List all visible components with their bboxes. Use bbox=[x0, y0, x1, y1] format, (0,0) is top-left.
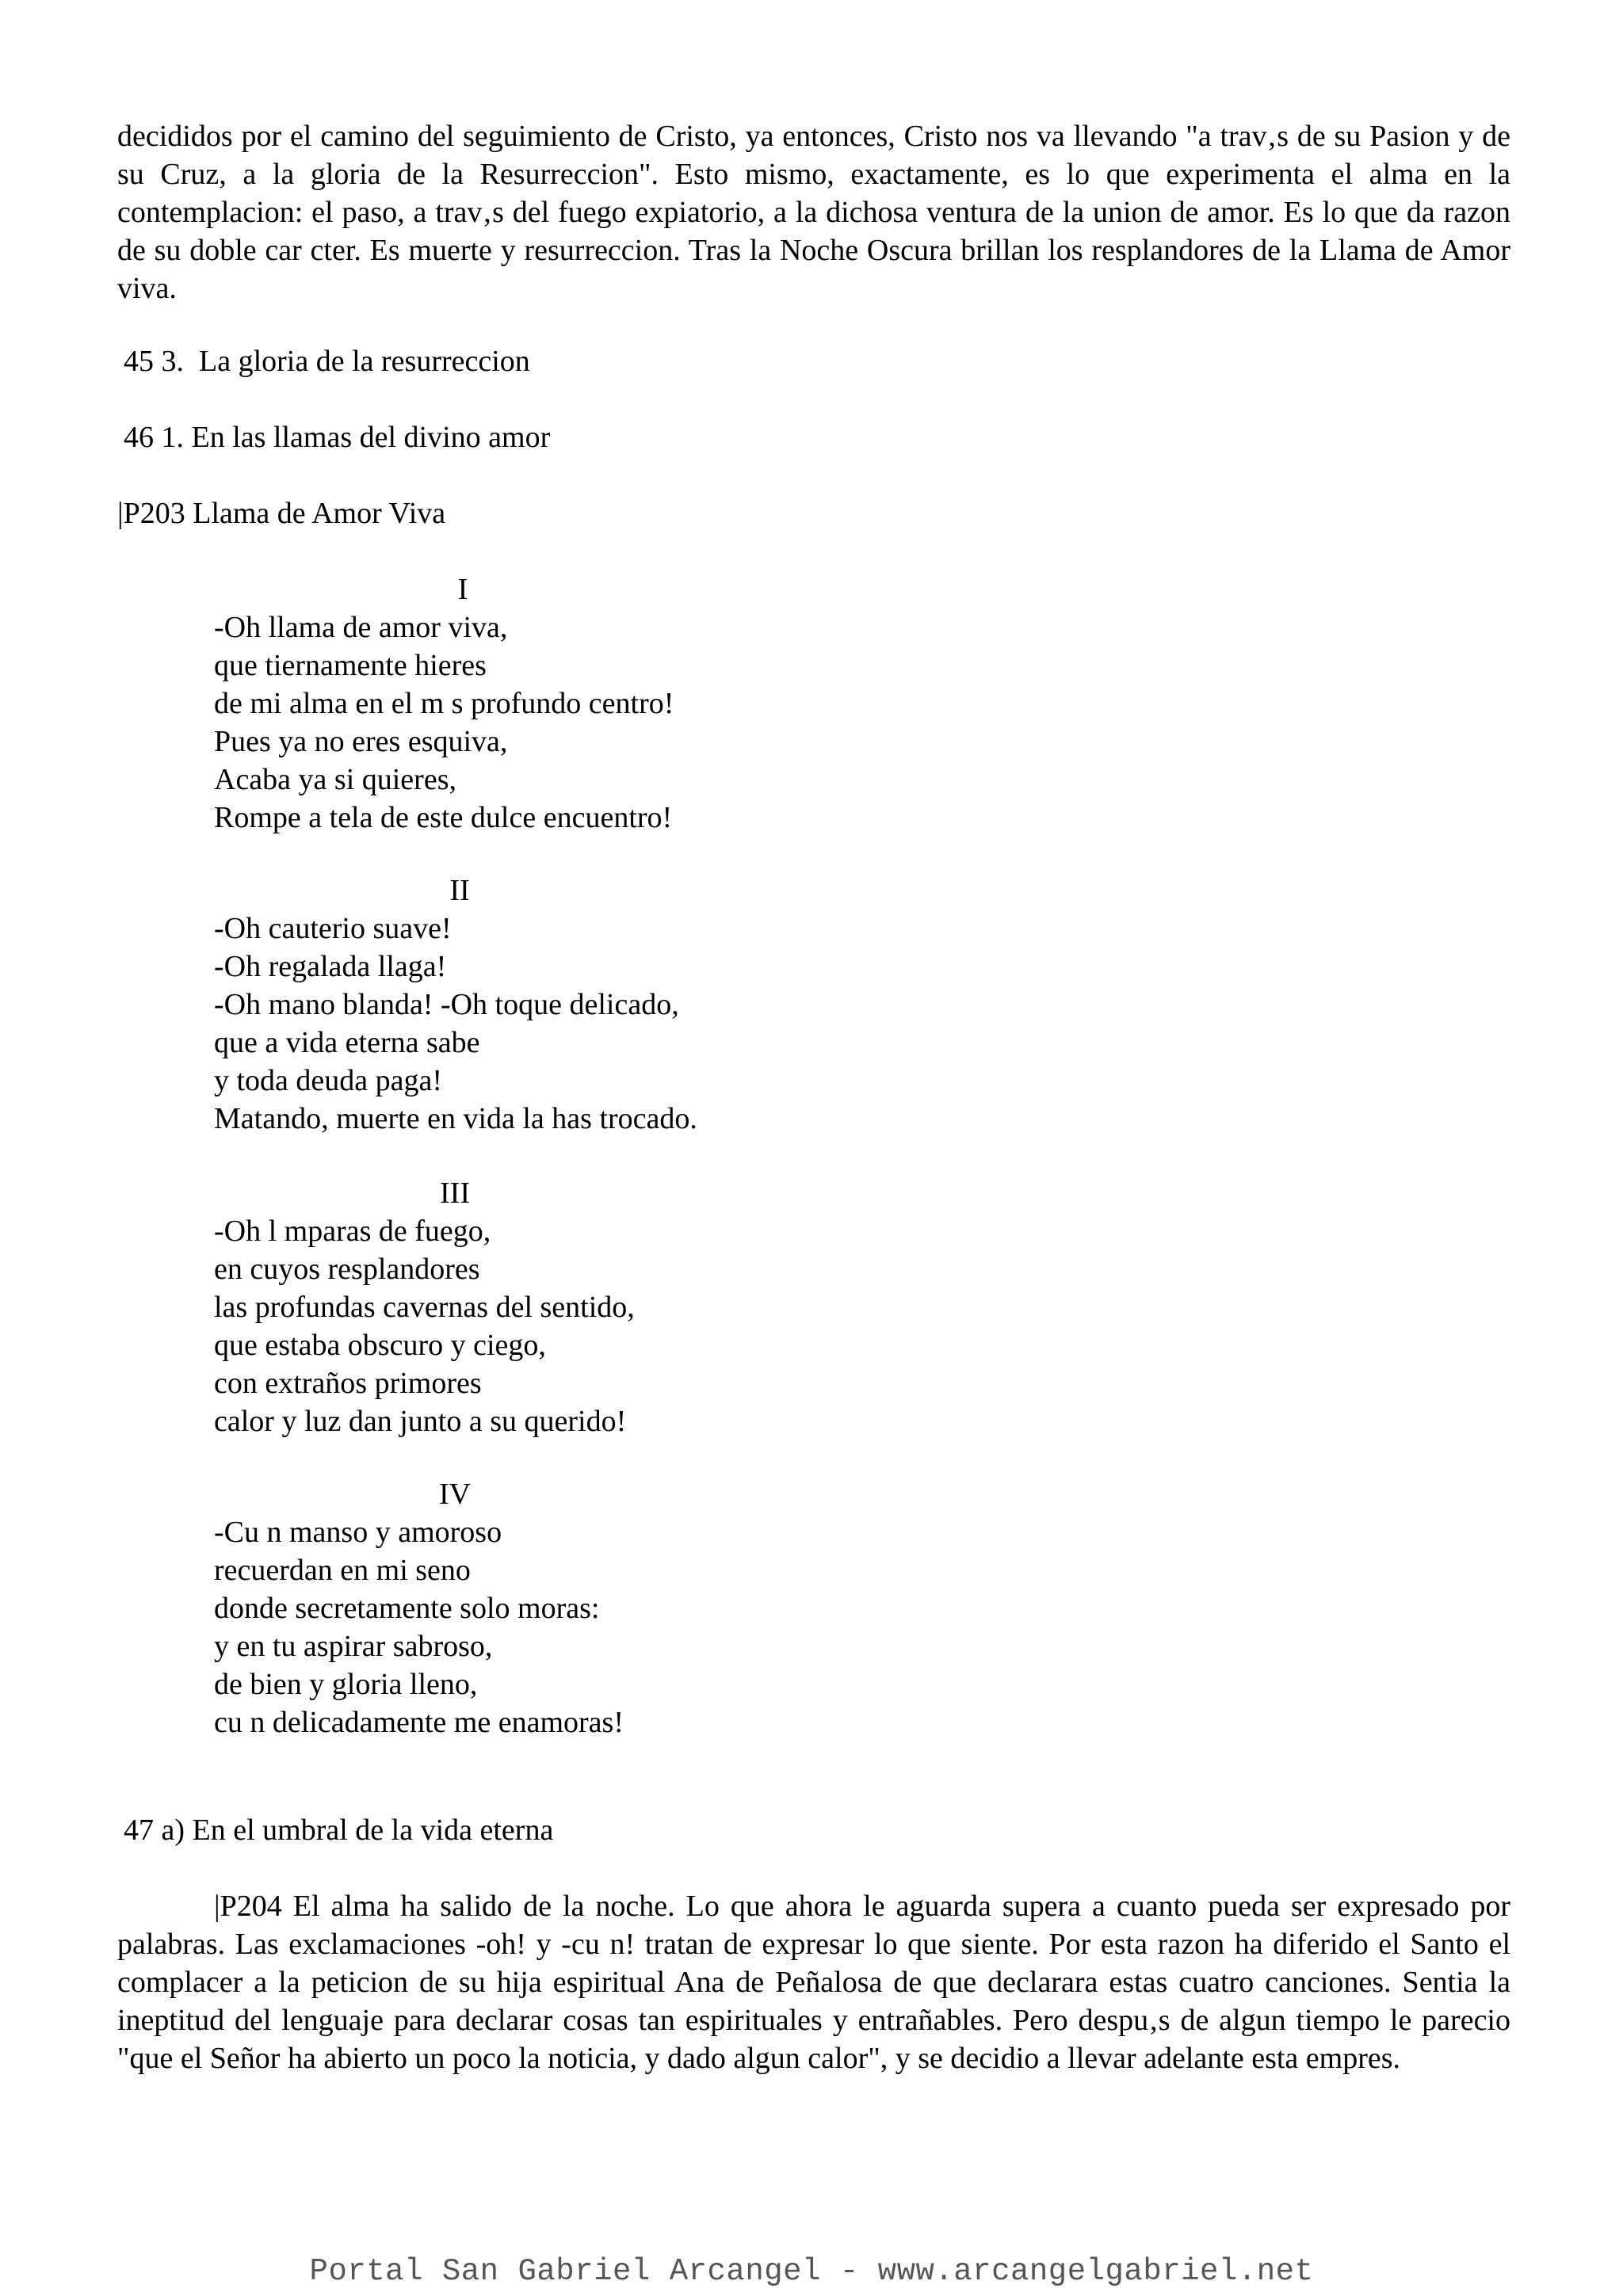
page-footer: Portal San Gabriel Arcangel - www.arcangelgabriel.net bbox=[309, 2254, 1314, 2289]
poem-stanza-2 bbox=[214, 871, 927, 1138]
poem-line: Rompe a tela de este dulce encuentro! bbox=[214, 801, 673, 834]
stanza-numeral: II bbox=[449, 874, 470, 907]
poem-line: -Oh cauterio suave! bbox=[214, 912, 452, 945]
poem-line: de mi alma en el m s profundo centro! bbox=[214, 687, 674, 720]
poem-line: las profundas cavernas del sentido, bbox=[214, 1291, 635, 1324]
poem-line: calor y luz dan junto a su querido! bbox=[214, 1405, 627, 1438]
poem-line: en cuyos resplandores bbox=[214, 1253, 480, 1286]
section-heading-47: 47 a) En el umbral de la vida eterna bbox=[124, 1814, 554, 1847]
section-heading-46: 46 1. En las llamas del divino amor bbox=[124, 421, 551, 454]
poem-line: -Oh llama de amor viva, bbox=[214, 611, 508, 644]
closing-paragraph: |P204 El alma ha salido de la noche. Lo que ahora le aguarda supera a cuanto pueda ser expresado por palabras. Las exclamaciones -oh! y -cu n! tratan de expresar lo que siente. Por esta razon ha diferido el Santo el complacer a la peticion de su hija espiritual Ana de Peñalosa de que declarara estas cuatro canciones. Sentia la ineptitud del lenguaje para declarar cosas tan espirituales y entrañables. Pero despu‚s de algun tiempo le parecio "que el Señor ha abierto un poco la noticia, y dado algun calor", y se decidio a llevar adelante esta empres. bbox=[117, 1890, 1510, 2075]
poem-line: Matando, muerte en vida la has trocado. bbox=[214, 1102, 697, 1135]
poem-title: |P203 Llama de Amor Viva bbox=[117, 497, 446, 530]
poem-line: Acaba ya si quieres, bbox=[214, 763, 456, 796]
poem-line: que tiernamente hieres bbox=[214, 649, 487, 682]
poem-line: -Cu n manso y amoroso bbox=[214, 1516, 502, 1549]
poem-line: que estaba obscuro y ciego, bbox=[214, 1329, 546, 1362]
poem-line: que a vida eterna sabe bbox=[214, 1026, 480, 1059]
poem-stanza-3 bbox=[214, 1174, 927, 1440]
poem-line: -Oh regalada llaga! bbox=[214, 950, 447, 983]
poem-line: cu n delicadamente me enamoras! bbox=[214, 1706, 624, 1739]
poem-line: y en tu aspirar sabroso, bbox=[214, 1630, 493, 1663]
poem-stanza-1 bbox=[214, 570, 927, 837]
poem-line: donde secretamente solo moras: bbox=[214, 1592, 600, 1625]
poem-stanza-4 bbox=[214, 1475, 927, 1741]
stanza-numeral: IV bbox=[438, 1478, 472, 1511]
opening-paragraph: decididos por el camino del seguimiento de Cristo, ya entonces, Cristo nos va llevando "a trav‚s de su Pasion y de su Cruz, a la gloria de la Resurreccion". Esto mismo, exactamente, es lo que experimenta el alma en la contemplacion: el paso, a trav‚s del fuego expiatorio, a la dichosa ventura de la union de amor. Es lo que da razon de su doble car cter. Es muerte y resurreccion. Tras la Noche Oscura brillan los resplandores de la Llama de Amor viva. bbox=[117, 120, 1510, 305]
poem-line: recuerdan en mi seno bbox=[214, 1554, 471, 1587]
poem-line: -Oh l mparas de fuego, bbox=[214, 1215, 491, 1248]
section-heading-45: 45 3. La gloria de la resurreccion bbox=[124, 345, 530, 378]
poem-line: Pues ya no eres esquiva, bbox=[214, 725, 508, 758]
stanza-numeral: III bbox=[440, 1177, 470, 1210]
stanza-numeral: I bbox=[457, 573, 468, 606]
poem-line: -Oh mano blanda! -Oh toque delicado, bbox=[214, 988, 679, 1021]
poem-line: de bien y gloria lleno, bbox=[214, 1668, 478, 1701]
poem-line: con extraños primores bbox=[214, 1367, 482, 1400]
poem-line: y toda deuda paga! bbox=[214, 1064, 443, 1097]
